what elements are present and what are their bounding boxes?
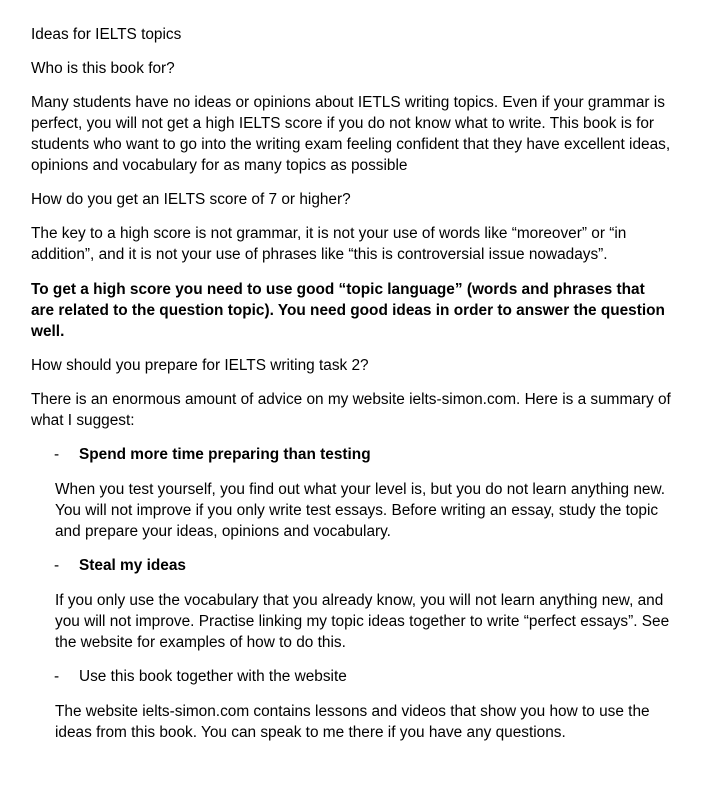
bullet-body: If you only use the vocabulary that you already know, you will not learn anything new, and you will not improve. Practise linking my topic ideas together to write “perfect essays”. See the website for examples of how to do this. bbox=[55, 592, 670, 651]
bullet-heading: Spend more time preparing than testing bbox=[79, 446, 371, 463]
question-how-prepare: How should you prepare for IELTS writing task 2? bbox=[31, 357, 369, 374]
paragraph-advice: There is an enormous amount of advice on my website ielts-simon.com. Here is a summary of what I suggest: bbox=[31, 391, 671, 429]
question-how-score-7: How do you get an IELTS score of 7 or higher? bbox=[31, 191, 351, 208]
paragraph-intro: Many students have no ideas or opinions about IETLS writing topics. Even if your grammar is perfect, you will not get a high IELTS score if you do not know what to write. This book is for students who want to go into the writing exam feeling confident that they have excellent ideas, opinions and vocabulary for as many topics as possible bbox=[31, 94, 671, 174]
bullet-dash: - bbox=[54, 446, 60, 463]
bullet-heading: Use this book together with the website bbox=[79, 668, 347, 685]
paragraph-bold-topic-language: To get a high score you need to use good “topic language” (words and phrases that are related to the question topic). You need good ideas in order to answer the question well. bbox=[31, 281, 665, 340]
bullet-heading: Steal my ideas bbox=[79, 557, 186, 574]
bullet-body: When you test yourself, you find out what your level is, but you do not learn anything new. You will not improve if you only write test essays. Before writing an essay, study the topic and prepare your ideas, opinions and vocabulary. bbox=[55, 481, 665, 540]
bullet-item bbox=[54, 555, 671, 576]
document-title: Ideas for IELTS topics bbox=[31, 26, 182, 43]
question-who-is-book-for: Who is this book for? bbox=[31, 60, 175, 77]
document-page bbox=[31, 24, 671, 743]
paragraph-key-to-score: The key to a high score is not grammar, it is not your use of words like “moreover” or “in addition”, and it is not your use of phrases like “this is controversial issue nowadays”. bbox=[31, 225, 627, 263]
bullet-dash: - bbox=[54, 668, 60, 685]
bullet-item bbox=[54, 444, 671, 465]
bullet-body: The website ielts-simon.com contains lessons and videos that show you how to use the ideas from this book. You can speak to me there if you have any questions. bbox=[55, 703, 650, 741]
bullet-item bbox=[54, 666, 671, 687]
bullet-dash: - bbox=[54, 557, 60, 574]
